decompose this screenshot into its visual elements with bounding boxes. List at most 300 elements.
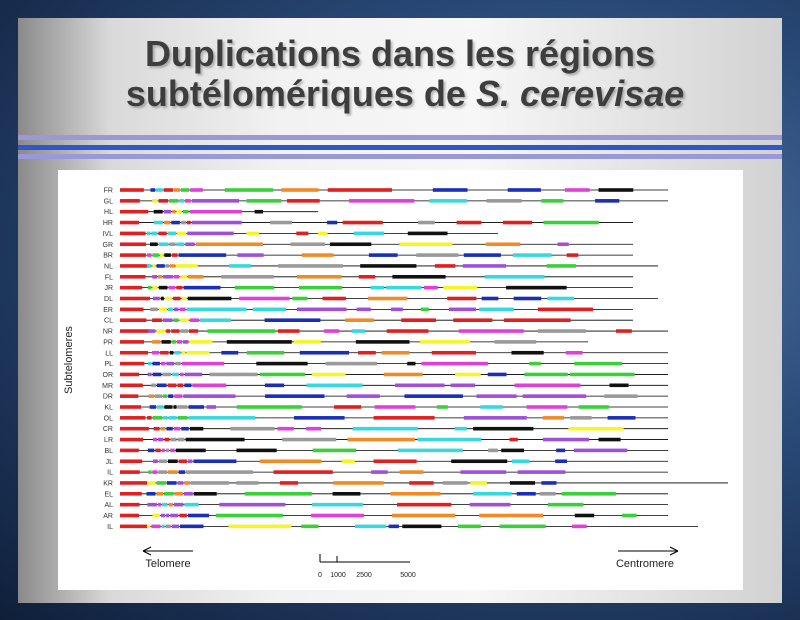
segment-red [397,503,451,507]
segment-red [120,264,149,268]
segment-cyan [253,308,286,312]
segment-green [163,394,167,398]
row-label: GR [102,241,113,249]
segment-green [529,362,541,366]
segment-red [120,459,142,463]
segment-purple [152,275,157,279]
segment-green [216,514,283,518]
segment-orange [158,275,162,279]
segment-green [292,297,307,301]
segment-black [154,210,163,214]
segment-red [120,384,143,388]
segment-red [359,275,376,279]
segment-gray [282,438,336,442]
segment-blue [514,297,542,301]
chromosome-row [105,350,668,357]
segment-magenta [514,384,580,388]
segment-purple [543,438,589,442]
title-line-2 [18,74,782,114]
row-label: DR [102,393,113,401]
row-label: LL [105,350,113,358]
segment-gray [186,470,253,474]
segment-green [207,329,275,333]
chromosome-row [103,220,633,227]
segment-red [120,221,139,225]
segment-green [247,351,284,355]
segment-gray [166,264,169,268]
scale-bar [318,554,416,579]
segment-orange [260,459,321,463]
segment-black [330,242,371,246]
segment-green [313,449,357,453]
segment-purple [170,514,178,518]
segment-red [147,416,152,420]
segment-red [278,329,300,333]
segment-blue [265,394,324,398]
segment-gray [443,481,468,485]
segment-gray [278,264,343,268]
chromosome-rows [102,188,728,531]
segment-cyan [179,199,184,203]
segment-red [503,221,532,225]
segment-green [178,416,188,420]
segment-purple [460,470,506,474]
segment-gray [236,481,258,485]
segment-yellow [342,459,355,463]
segment-purple [166,362,174,366]
segment-green [543,221,598,225]
segment-red [453,318,492,322]
segment-orange [384,373,423,377]
segment-red [120,297,150,301]
segment-gray [570,416,591,420]
segment-purple [391,308,403,312]
segment-gray [178,438,185,442]
row-label: NL [104,263,113,271]
segment-magenta [349,199,414,203]
segment-red [432,351,476,355]
segment-blue [433,188,468,192]
segment-purple [518,470,566,474]
segment-gray [540,492,556,496]
segment-blue [464,253,501,257]
segment-yellow [294,340,321,344]
segment-green [548,503,583,507]
segment-black [150,242,158,246]
segment-cyan [148,362,152,366]
segment-cyan [163,416,167,420]
segment-magenta [153,438,157,442]
segment-orange [168,470,178,474]
segment-green [299,286,342,290]
segment-black [255,210,263,214]
segment-red [120,308,144,312]
segment-purple [558,242,569,246]
segment-gray [210,373,258,377]
segment-magenta [177,340,182,344]
segment-red [120,275,145,279]
row-label: DL [104,296,113,303]
row-label: LR [104,437,113,445]
segment-cyan [547,297,574,301]
segment-cyan [159,242,169,246]
segment-black [164,405,172,409]
segment-red [323,297,346,301]
segment-red [334,405,361,409]
row-label: GL [103,198,113,206]
segment-green [579,405,609,409]
segment-black [451,459,507,463]
segment-orange [348,438,415,442]
segment-black [392,275,445,279]
segment-purple [183,394,235,398]
segment-gray [180,329,188,333]
segment-orange [172,210,175,214]
slide-title [18,34,782,114]
chromosome-row [103,372,669,379]
segment-orange [170,264,175,268]
segment-gray [326,362,378,366]
segment-blue [188,514,209,518]
segment-black [610,384,629,388]
segment-purple [477,394,517,398]
segment-green [541,199,563,203]
segment-black [575,514,594,518]
segment-red [120,416,145,420]
segment-yellow [152,286,157,290]
chromosome-row [104,188,668,195]
row-label: AL [104,502,113,510]
y-axis-label: Subtelomeres [63,326,75,394]
row-label: CR [102,426,113,434]
chromosome-row [103,339,588,346]
chromosome-row [103,426,668,433]
segment-blue [157,384,167,388]
segment-magenta [161,362,165,366]
row-label: BR [103,252,113,260]
segment-red [159,199,169,203]
segment-purple [192,199,239,203]
segment-yellow [318,232,328,236]
segment-magenta [180,308,186,312]
segment-cyan [147,264,152,268]
segment-gray [418,221,435,225]
segment-blue [151,188,156,192]
segment-purple [219,503,285,507]
subtelomere-diagram [58,170,743,590]
segment-magenta [147,253,151,257]
segment-cyan [172,373,179,377]
segment-blue [152,362,160,366]
segment-orange [392,514,456,518]
segment-purple [470,503,511,507]
chromosome-row [104,437,668,444]
segment-purple [237,253,263,257]
segment-black [176,449,206,453]
segment-black [512,351,544,355]
segment-purple [166,514,169,518]
segment-orange [175,492,183,496]
segment-red [120,438,143,442]
segment-yellow [312,373,346,377]
segment-red [274,470,333,474]
segment-orange [400,470,424,474]
segment-blue [265,384,284,388]
segment-blue [153,373,162,377]
chromosome-row [106,459,668,466]
segment-red [296,232,308,236]
segment-green [237,405,302,409]
chromosome-row [103,513,668,520]
segment-magenta [421,362,488,366]
segment-green [173,318,178,322]
segment-gray [155,394,162,398]
segment-gray [158,470,167,474]
segment-red [120,188,144,192]
segment-blue [517,492,536,496]
segment-red [152,318,162,322]
segment-green [169,199,178,203]
segment-red [120,232,145,236]
chromosome-row [104,448,668,455]
segment-orange [543,416,564,420]
segment-purple [357,308,371,312]
segment-green [157,481,166,485]
segment-black [407,362,415,366]
segment-magenta [190,188,203,192]
segment-red [187,221,191,225]
segment-red [165,438,170,442]
segment-purple [347,394,380,398]
segment-yellow [180,318,189,322]
segment-cyan [429,199,467,203]
segment-blue [179,470,185,474]
segment-black [356,340,410,344]
segment-red [435,264,456,268]
segment-magenta [152,470,157,474]
segment-magenta [572,525,587,529]
segment-purple [184,492,193,496]
segment-magenta [162,449,165,453]
segment-purple [207,405,217,409]
chromosome-row [102,231,498,238]
row-label: BL [104,447,113,455]
segment-magenta [174,394,182,398]
segment-purple [183,340,188,344]
segment-magenta [192,384,226,388]
segment-cyan [485,275,545,279]
segment-blue [184,286,221,290]
segment-yellow [443,286,477,290]
segment-cyan [473,492,512,496]
segment-orange [188,275,203,279]
segment-yellow [399,242,452,246]
segment-yellow [176,210,182,214]
segment-blue [369,253,398,257]
segment-purple [163,318,173,322]
segment-red [328,188,392,192]
segment-purple [185,242,194,246]
segment-magenta [565,188,590,192]
row-label: FL [104,274,113,282]
segment-red [616,329,632,333]
segment-green [574,362,622,366]
segment-cyan [147,232,151,236]
segment-black [194,492,217,496]
segment-red [120,253,146,257]
title-line-1: Duplications dans les régions [144,33,656,74]
segment-purple [174,308,179,312]
chromosome-row [103,307,633,314]
segment-green [547,264,576,268]
segment-blue [150,405,156,409]
segment-magenta [170,449,175,453]
segment-green [148,470,151,474]
segment-blue [541,481,556,485]
segment-gray [495,340,537,344]
segment-purple [174,503,184,507]
segment-red [120,210,148,214]
segment-black [227,340,292,344]
segment-magenta [169,286,176,290]
chromosome-row [102,383,668,390]
segment-red [280,481,298,485]
chromosome-row [103,253,633,260]
segment-yellow [147,525,151,529]
segment-red [447,297,476,301]
segment-magenta [527,405,568,409]
segment-purple [192,221,242,225]
segment-cyan [353,427,418,431]
segment-yellow [177,232,187,236]
segment-red [287,199,320,203]
centromere-label: Centromere [615,558,675,570]
chromosome-row [103,242,634,249]
segment-cyan [351,329,365,333]
segment-purple [463,264,506,268]
segment-red [120,340,144,344]
segment-cyan [154,221,163,225]
segment-orange [345,318,374,322]
segment-orange [368,297,408,301]
segment-yellow [176,264,198,268]
segment-purple [147,503,157,507]
segment-gray [150,308,158,312]
segment-blue [555,459,567,463]
segment-black [188,297,232,301]
segment-green [148,286,151,290]
segment-red [120,318,146,322]
segment-gray [170,438,176,442]
segment-gray [170,242,176,246]
segment-red [120,492,142,496]
segment-blue [265,318,321,322]
segment-cyan [200,318,231,322]
segment-gray [487,199,522,203]
scale-label-1000: 1000 [330,572,346,579]
segment-black [599,438,621,442]
segment-black [333,492,361,496]
segment-cyan [312,503,363,507]
segment-magenta [180,373,184,377]
segment-gray [191,481,229,485]
segment-red [120,362,144,366]
segment-green [622,514,637,518]
segment-cyan [189,416,256,420]
segment-black [506,286,566,290]
segment-magenta [174,275,179,279]
segment-yellow [246,232,259,236]
segment-magenta [459,329,524,333]
segment-red [120,514,139,518]
segment-orange [174,188,180,192]
segment-purple [158,438,163,442]
segment-cyan [513,253,552,257]
segment-magenta [278,427,294,431]
segment-blue [166,427,172,431]
segment-red [538,308,593,312]
segment-green [183,210,189,214]
chromosome-row [104,209,318,216]
segment-blue [488,373,507,377]
segment-red [120,199,140,203]
segment-red [179,459,187,463]
chromosome-row [104,502,668,509]
segment-purple [371,470,388,474]
title-rule-lavender-bottom [18,154,782,159]
segment-magenta [182,362,225,366]
row-label: FR [103,187,113,195]
segment-gray [416,253,458,257]
segment-red [510,438,518,442]
segment-black [190,427,203,431]
segment-green [260,373,305,377]
chromosome-row [105,274,633,281]
segment-cyan [162,503,168,507]
segment-orange [390,492,440,496]
segment-purple [574,449,627,453]
title-rule-blue [18,145,782,150]
segment-black [170,351,174,355]
segment-cyan [307,384,363,388]
segment-gray [488,449,498,453]
segment-green [225,188,273,192]
segment-yellow [147,481,156,485]
segment-cyan [168,308,173,312]
row-label: CL [104,317,113,325]
segment-green [172,340,176,344]
segment-green [246,199,281,203]
segment-green [301,525,318,529]
row-label: ER [103,306,113,314]
chromosome-row [104,296,658,303]
segment-blue [221,351,238,355]
segment-orange [196,242,263,246]
segment-gray [230,427,274,431]
segment-orange [149,394,154,398]
segment-red [164,188,173,192]
segment-gray [181,221,186,225]
segment-blue [327,221,337,225]
segment-purple [449,308,476,312]
segment-blue [184,384,191,388]
segment-blue [556,449,565,453]
segment-purple [523,394,587,398]
segment-cyan [398,449,463,453]
segment-red [172,253,178,257]
chromosome-row [104,285,633,292]
segment-blue [147,492,156,496]
